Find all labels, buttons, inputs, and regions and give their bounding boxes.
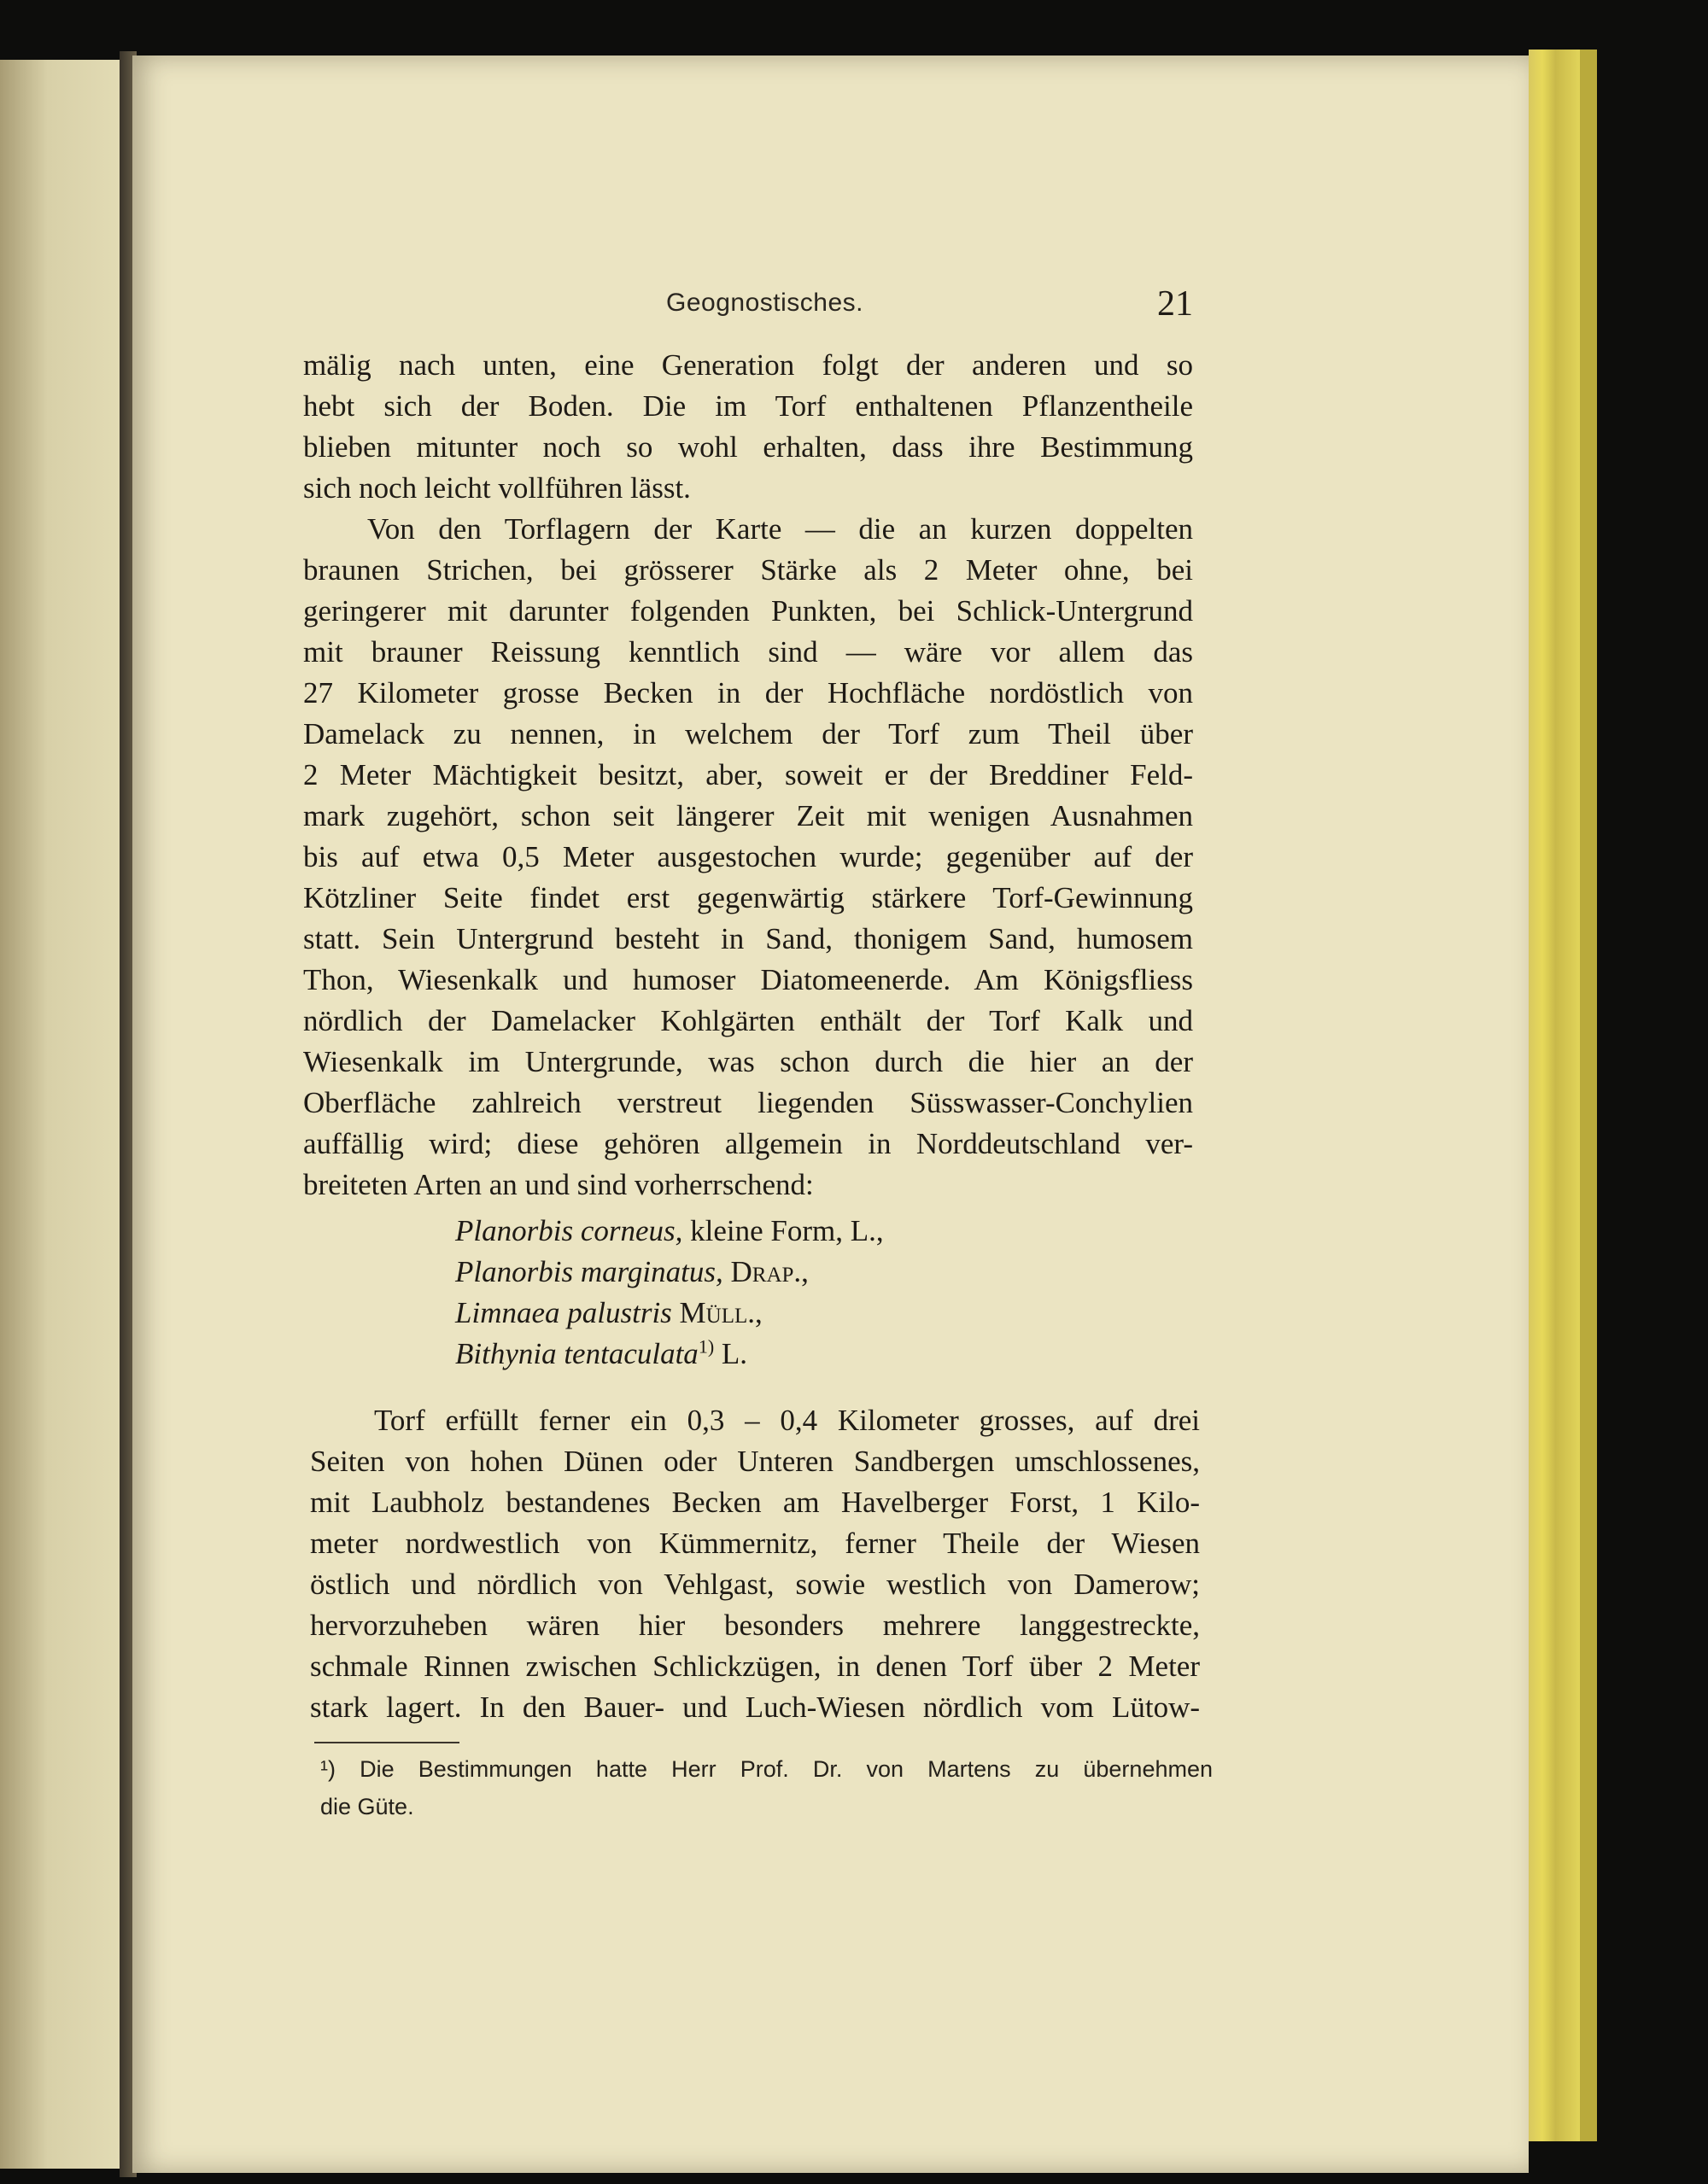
text-line: Torf erfüllt ferner ein 0,3 – 0,4 Kilometer grosses, auf drei — [374, 1404, 1200, 1437]
species-note — [714, 1337, 722, 1370]
running-header — [303, 283, 1193, 335]
text-line: braunen Strichen, bei grösserer Stärke als 2 Meter ohne, bei — [303, 553, 1193, 587]
text-line: mark zugehört, schon seit längerer Zeit mit wenigen Ausnahmen — [303, 799, 1193, 832]
species-name: Limnaea palustris — [455, 1296, 672, 1329]
page-stack-edge — [1580, 50, 1597, 2141]
body-text-lower — [310, 1400, 1200, 1728]
species-item — [455, 1293, 1053, 1334]
page-stack-edge — [1556, 50, 1580, 2141]
text-line: Wiesenkalk im Untergrunde, was schon durch die hier an der — [303, 1045, 1193, 1078]
footnote-line: ¹) Die Bestimmungen hatte Herr Prof. Dr. von Martens zu übernehmen — [320, 1756, 1213, 1782]
species-name: Planorbis marginatus, — [455, 1255, 723, 1288]
species-list — [455, 1211, 1053, 1375]
text-line: mit Laubholz bestandenes Becken am Havelberger Forst, 1 Kilo- — [310, 1486, 1200, 1519]
species-item — [455, 1334, 1053, 1375]
species-author: Müll., — [679, 1296, 763, 1329]
text-line: hervorzuheben wären hier besonders mehrere langgestreckte, — [310, 1609, 1200, 1642]
species-note — [723, 1255, 731, 1288]
text-line: bis auf etwa 0,5 Meter ausgestochen wurde; gegenüber auf der — [303, 840, 1193, 873]
text-line: östlich und nördlich von Vehlgast, sowie westlich von Damerow; — [310, 1568, 1200, 1601]
text-line: hebt sich der Boden. Die im Torf enthaltenen Pflanzentheile — [303, 389, 1193, 423]
species-name: Planorbis corneus, — [455, 1214, 683, 1247]
text-line: nördlich der Damelacker Kohlgärten enthält der Torf Kalk und — [303, 1004, 1193, 1037]
text-line: schmale Rinnen zwischen Schlickzügen, in denen Torf über 2 Meter — [310, 1650, 1200, 1683]
species-author: L. — [721, 1337, 748, 1370]
text-line: Kötzliner Seite findet erst gegenwärtig stärkere Torf-Gewinnung — [303, 881, 1193, 914]
text-line: Von den Torflagern der Karte — die an kurzen doppelten — [367, 512, 1193, 546]
text-line: blieben mitunter noch so wohl erhalten, dass ihre Bestimmung — [303, 430, 1193, 464]
text-line: mälig nach unten, eine Generation folgt der anderen und so — [303, 348, 1193, 382]
text-line: 27 Kilometer grosse Becken in der Hochfläche nordöstlich von — [303, 676, 1193, 710]
species-note: kleine Form, — [682, 1214, 851, 1247]
text-line: Oberfläche zahlreich verstreut liegenden Süsswasser-Conchylien — [303, 1086, 1193, 1119]
text-line: Thon, Wiesenkalk und humoser Diatomeenerde. Am Königsfliess — [303, 963, 1193, 996]
facing-page-edge — [0, 60, 120, 2169]
text-line: breiteten Arten an und sind vorherrschend: — [303, 1168, 814, 1201]
page-stack-edge — [1529, 50, 1556, 2141]
text-line: Damelack zu nennen, in welchem der Torf zum Theil über — [303, 717, 1193, 750]
text-line: meter nordwestlich von Kümmernitz, ferner Theile der Wiesen — [310, 1527, 1200, 1560]
species-item — [455, 1211, 1053, 1252]
text-line: auffällig wird; diese gehören allgemein in Norddeutschland ver- — [303, 1127, 1193, 1160]
body-text-upper — [303, 345, 1193, 1206]
footnote-divider — [314, 1742, 459, 1743]
text-line: stark lagert. In den Bauer- und Luch-Wiesen nördlich vom Lütow- — [310, 1691, 1200, 1724]
text-line: sich noch leicht vollführen lässt. — [303, 471, 691, 505]
page-number: 21 — [1157, 284, 1193, 324]
text-line: 2 Meter Mächtigkeit besitzt, aber, soweit er der Breddiner Feld- — [303, 758, 1193, 791]
footnote-marker[interactable]: 1) — [698, 1335, 715, 1358]
text-line: mit brauner Reissung kenntlich sind — wäre vor allem das — [303, 635, 1193, 669]
species-item — [455, 1252, 1053, 1293]
footnote-line: die Güte. — [320, 1794, 414, 1819]
running-title: Geognostisches. — [666, 289, 863, 317]
text-line: Seiten von hohen Dünen oder Unteren Sandbergen umschlossenes, — [310, 1445, 1200, 1478]
species-author: Drap., — [730, 1255, 809, 1288]
species-author: L., — [850, 1214, 884, 1247]
footnote — [320, 1750, 1213, 1825]
text-line: statt. Sein Untergrund besteht in Sand, thonigem Sand, humosem — [303, 922, 1193, 955]
text-line: geringerer mit darunter folgenden Punkten, bei Schlick-Untergrund — [303, 594, 1193, 628]
species-name: Bithynia tentaculata — [455, 1337, 699, 1370]
species-note — [672, 1296, 680, 1329]
